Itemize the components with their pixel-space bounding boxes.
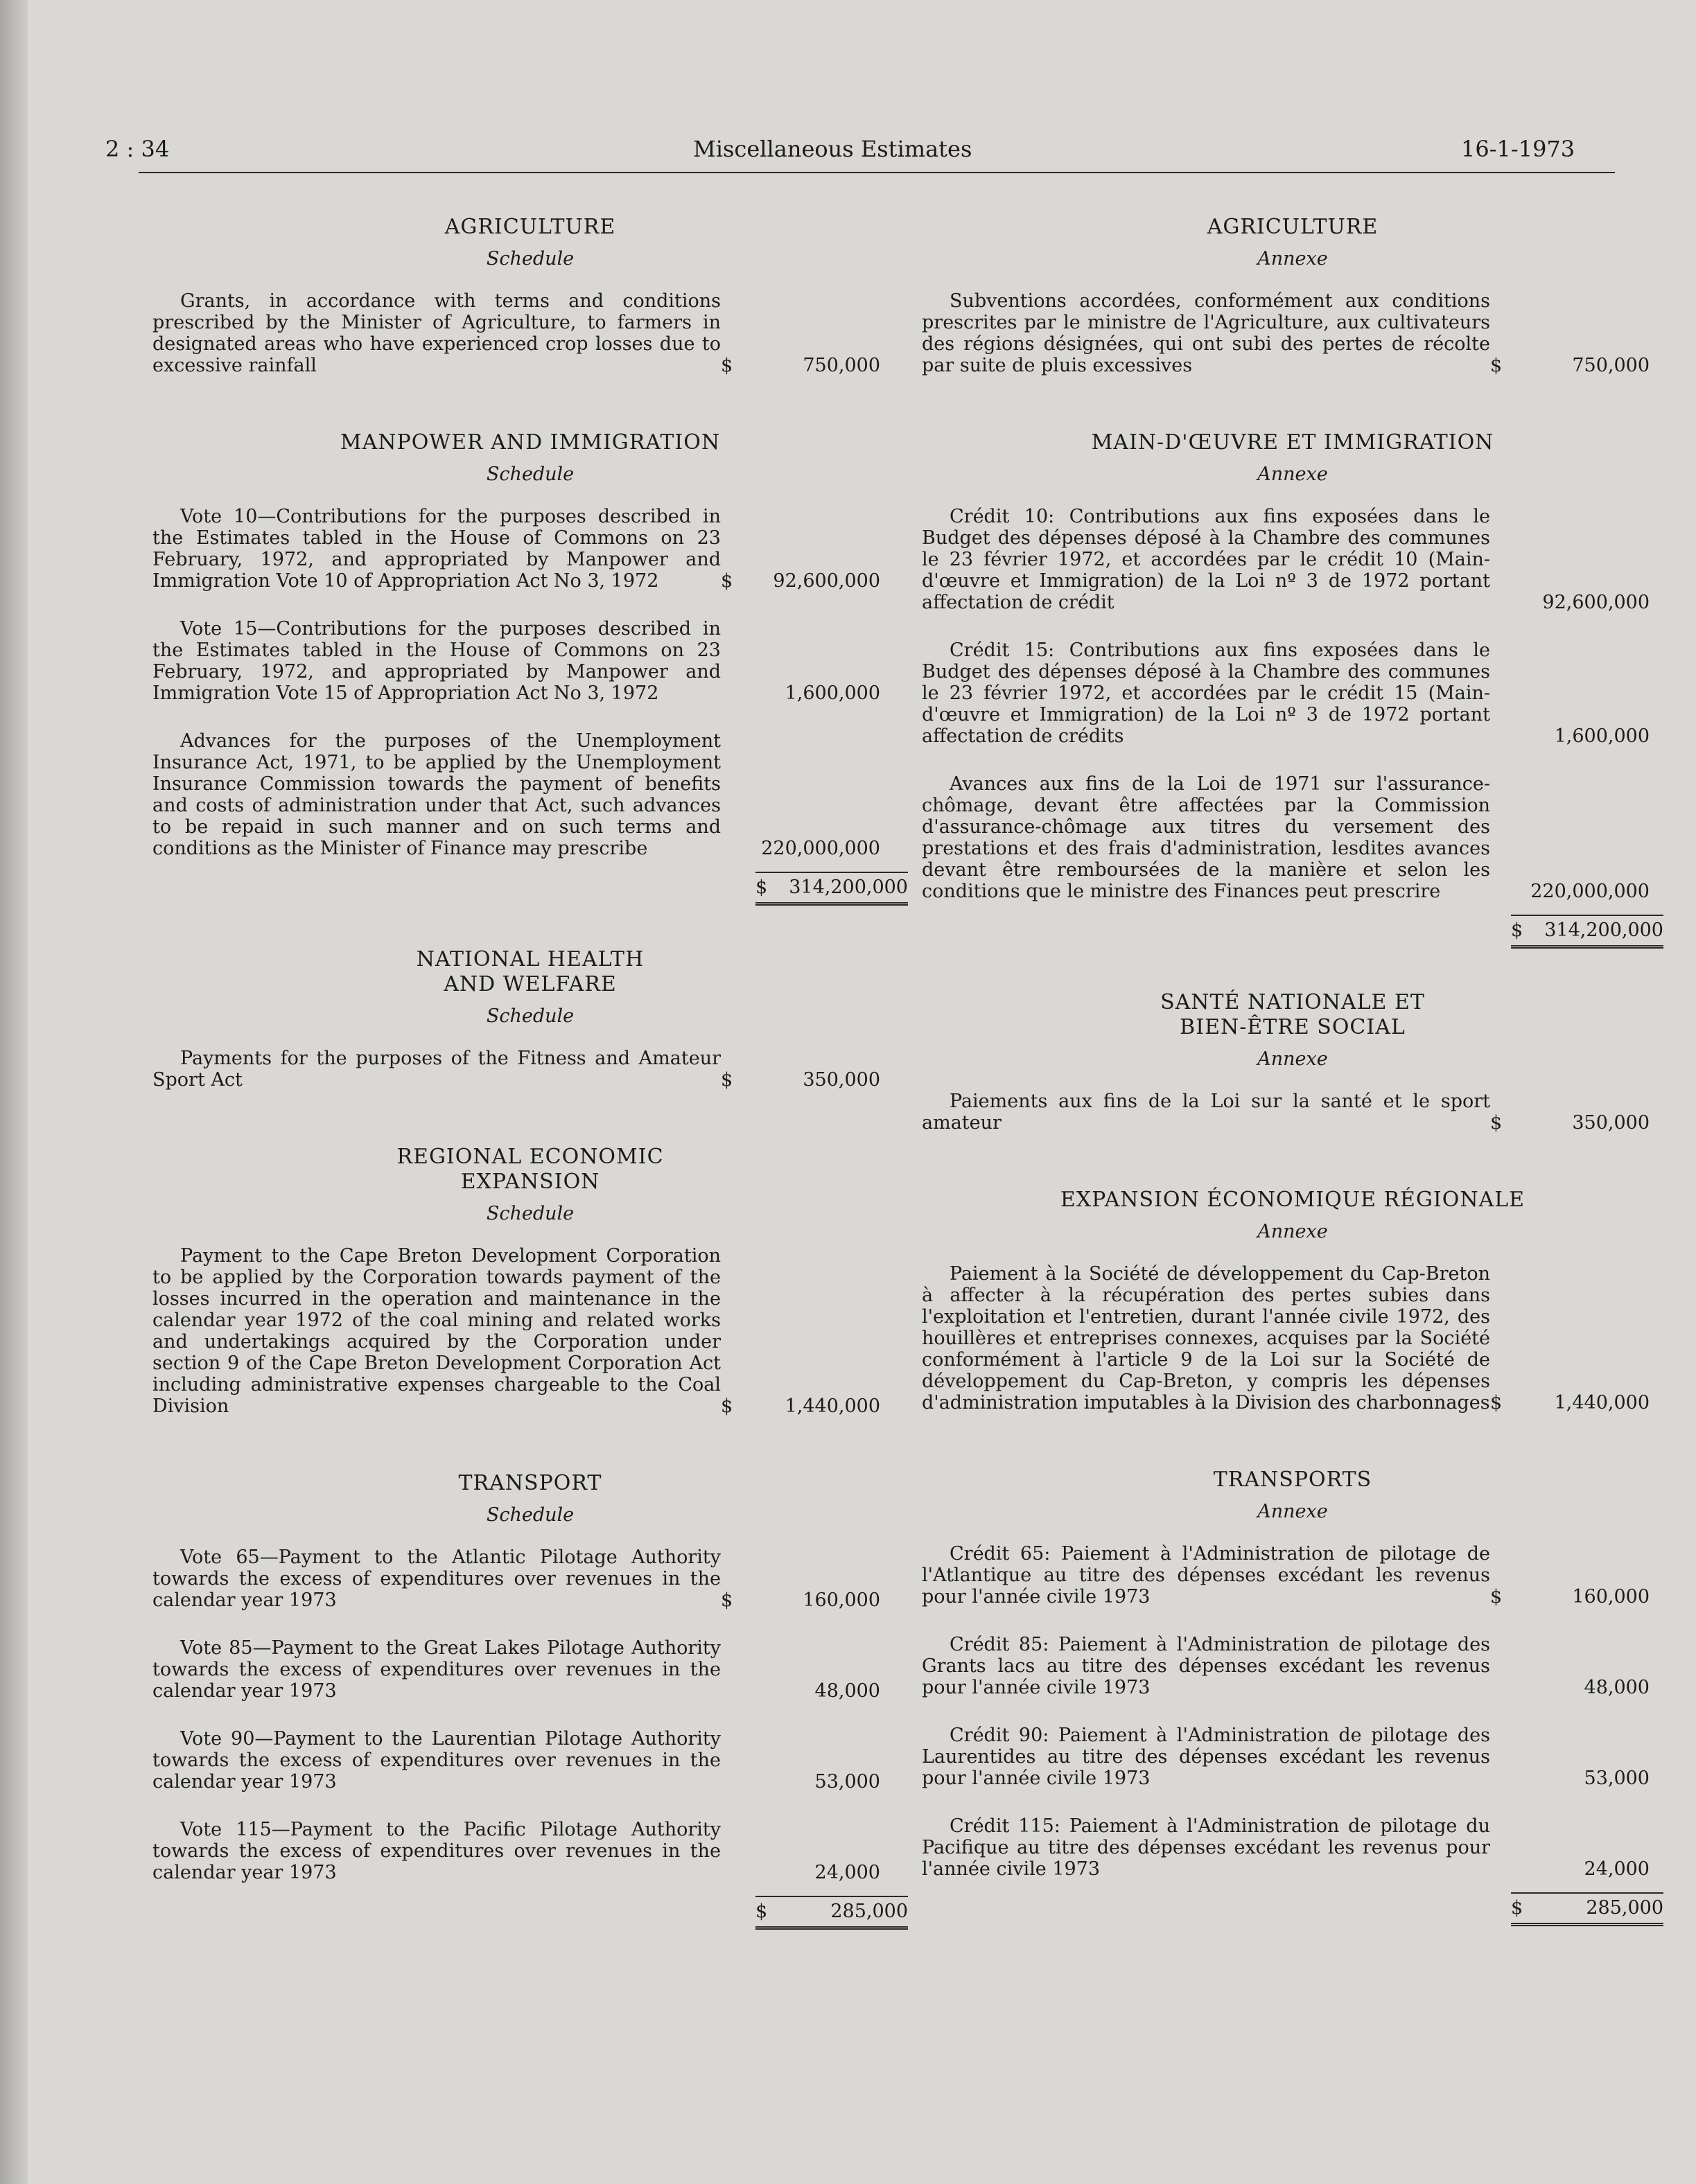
line-item xyxy=(152,618,908,704)
line-item-amount: 1,440,000 xyxy=(785,1395,880,1417)
line-item-text: Subventions accordées, conformément aux conditions prescrites par le ministre de l'Agriculture, aux cultivateurs des régions désignées, qui ont subi des pertes de récolte par suite de pluis excessives xyxy=(922,290,1490,376)
section-title: TRANSPORT xyxy=(458,1471,602,1495)
line-item xyxy=(922,1725,1663,1789)
line-item-text: Advances for the purposes of the Unemployment Insurance Act, 1971, to be applied by the Unemployment Insurance Commission towards the payment of benefits and costs of administration under that Act, such advances to be repaid in such manner and on such terms and conditions as the Minister of Finance may prescribe xyxy=(152,730,721,859)
line-item-amount: 48,000 xyxy=(1584,1677,1650,1698)
total-amount: 314,200,000 xyxy=(789,877,908,898)
line-item xyxy=(922,640,1663,747)
total-amount: 285,000 xyxy=(830,1901,908,1922)
page-title: Miscellaneous Estimates xyxy=(693,136,972,162)
line-item-amount: 48,000 xyxy=(814,1680,880,1702)
line-item-amount: 750,000 xyxy=(1572,355,1650,376)
section-title: EXPANSION ÉCONOMIQUE RÉGIONALE xyxy=(1060,1188,1525,1212)
line-item-amount: 160,000 xyxy=(803,1589,880,1611)
line-item-amount: 1,600,000 xyxy=(1554,725,1650,747)
line-item-text: Vote 15—Contributions for the purposes described in the Estimates tabled in the House of Commons on 23 February, 1972, and appropriated by Manpower and Immigration Vote 15 of Appropriation Act No 3, 1972 xyxy=(152,618,721,704)
line-item-amount: 1,440,000 xyxy=(1554,1392,1650,1414)
section-national-health-and-welfare xyxy=(152,947,908,1145)
total-currency: $ xyxy=(755,877,768,898)
section-total xyxy=(755,872,908,906)
line-item xyxy=(922,290,1663,376)
french-column xyxy=(922,215,1663,1968)
section-title: MANPOWER AND IMMIGRATION xyxy=(340,430,721,455)
section-title: AGRICULTURE xyxy=(1207,215,1379,239)
line-item xyxy=(152,506,908,592)
book-spine-shadow xyxy=(0,0,28,2184)
total-amount: 314,200,000 xyxy=(1544,919,1663,941)
line-item-text: Vote 65—Payment to the Atlantic Pilotage Authority towards the excess of expenditures over revenues in the calendar year 1973 xyxy=(152,1547,721,1611)
section-total-row xyxy=(922,915,1663,949)
line-item-text: Crédit 10: Contributions aux fins exposées dans le Budget des dépenses déposé à la Chambre des communes le 23 février 1972, et accordées par le crédit 10 (Main-d'œuvre et Immigration) de la Loi nº 3 de 1972 portant affectation de crédit xyxy=(922,506,1490,613)
section-total xyxy=(755,1896,908,1930)
line-item-text: Vote 115—Payment to the Pacific Pilotage Authority towards the excess of expenditures over revenues in the calendar year 1973 xyxy=(152,1819,721,1883)
section-title: MAIN-D'ŒUVRE ET IMMIGRATION xyxy=(1091,430,1494,455)
line-item xyxy=(152,1547,908,1611)
line-item xyxy=(152,290,908,376)
line-item-amount: 24,000 xyxy=(814,1862,880,1883)
line-item-amount: 220,000,000 xyxy=(1530,881,1650,902)
line-item-amount: 350,000 xyxy=(803,1069,880,1091)
section-manpower-and-immigration xyxy=(152,430,908,906)
line-item-text: Crédit 115: Paiement à l'Administration de pilotage du Pacifique au titre des dépenses excédant les revenus pour l'année civile 1973 xyxy=(922,1815,1490,1880)
section-subtitle: Schedule xyxy=(486,1504,575,1526)
section-total xyxy=(1511,915,1663,949)
document-page xyxy=(28,0,1696,2184)
section-subtitle: Annexe xyxy=(1257,1048,1328,1070)
line-item xyxy=(152,1637,908,1702)
section-total-row xyxy=(152,872,908,906)
line-item-text: Crédit 85: Paiement à l'Administration de pilotage des Grants lacs au titre des dépenses excédant les revenus pour l'année civile 1973 xyxy=(922,1634,1490,1698)
line-item-text: Paiement à la Société de développement du Cap-Breton à affecter à la récupération des pertes subies dans l'exploitation et l'entretien, durant l'année civile 1972, des houillères et entreprises connexes, acquises par la Société conformément à l'article 9 de la Loi sur la Société de développement du Cap-Breton, y compris les dépenses d'administration imputables à la Division des charbonnages xyxy=(922,1263,1490,1414)
section-subtitle: Annexe xyxy=(1257,1501,1328,1522)
english-column xyxy=(152,215,908,1971)
line-item-amount: 350,000 xyxy=(1572,1112,1650,1134)
section-total-row xyxy=(922,1892,1663,1926)
line-item-text: Grants, in accordance with terms and conditions prescribed by the Minister of Agriculture, to farmers in designated areas who have experienced crop losses due to excessive rainfall xyxy=(152,290,721,376)
line-item-amount: 24,000 xyxy=(1584,1858,1650,1880)
section-title: SANTÉ NATIONALE ET BIEN-ÊTRE SOCIAL xyxy=(1160,990,1425,1039)
section-subtitle: Annexe xyxy=(1257,464,1328,485)
line-item xyxy=(152,1048,908,1091)
section-expansion-economique-regionale xyxy=(922,1188,1663,1468)
line-item xyxy=(152,1819,908,1883)
line-item-currency: $ xyxy=(721,355,733,376)
section-subtitle: Schedule xyxy=(486,1203,575,1224)
line-item-currency: $ xyxy=(721,1589,733,1611)
total-currency: $ xyxy=(1511,1897,1523,1919)
section-transports xyxy=(922,1468,1663,1926)
line-item-currency: $ xyxy=(1490,1112,1503,1134)
line-item-text: Payment to the Cape Breton Development Corporation to be applied by the Corporation towards payment of the losses incurred in the operation and maintenance in the calendar year 1972 of the coal mining and related works and undertakings acquired by the Corporation under section 9 of the Cape Breton Development Corporation Act including administrative expenses chargeable to the Coal Division xyxy=(152,1245,721,1417)
section-title: NATIONAL HEALTH AND WELFARE xyxy=(416,947,645,996)
total-currency: $ xyxy=(1511,919,1523,941)
section-sante-nationale-et-bien-etre-social xyxy=(922,990,1663,1188)
line-item-text: Crédit 65: Paiement à l'Administration de pilotage de l'Atlantique au titre des dépenses excédant les revenus pour l'année civile 1973 xyxy=(922,1543,1490,1608)
section-title: REGIONAL ECONOMIC EXPANSION xyxy=(396,1145,664,1194)
section-title: TRANSPORTS xyxy=(1213,1468,1372,1492)
line-item-text: Crédit 15: Contributions aux fins exposées dans le Budget des dépenses déposé à la Chambre des communes le 23 février 1972, et accordées par le crédit 15 (Main-d'œuvre et Immigration) de la Loi nº 3 de 1972 portant affectation de crédits xyxy=(922,640,1490,747)
section-subtitle: Annexe xyxy=(1257,248,1328,270)
line-item-text: Vote 10—Contributions for the purposes described in the Estimates tabled in the House of Commons on 23 February, 1972, and appropriated by Manpower and Immigration Vote 10 of Appropriation Act No 3, 1972 xyxy=(152,506,721,592)
line-item-text: Payments for the purposes of the Fitness and Amateur Sport Act xyxy=(152,1048,721,1091)
line-item xyxy=(922,506,1663,613)
line-item xyxy=(152,1245,908,1417)
line-item xyxy=(922,1815,1663,1880)
line-item-amount: 160,000 xyxy=(1572,1586,1650,1608)
line-item-currency: $ xyxy=(721,1069,733,1091)
line-item xyxy=(922,1263,1663,1414)
line-item-text: Avances aux fins de la Loi de 1971 sur l'assurance-chômage, devant être affectées par la Commission d'assurance-chômage aux titres du versement des prestations et des frais d'administration, lesdites avances devant être remboursées de la manière et selon les conditions que le ministre des Finances peut prescrire xyxy=(922,773,1490,902)
total-currency: $ xyxy=(755,1901,768,1922)
section-regional-economic-expansion xyxy=(152,1145,908,1471)
line-item-amount: 750,000 xyxy=(803,355,880,376)
line-item-currency: $ xyxy=(1490,1392,1503,1414)
line-item-amount: 1,600,000 xyxy=(785,682,880,704)
line-item-currency: $ xyxy=(721,1395,733,1417)
line-item-currency: $ xyxy=(721,570,733,592)
section-title: AGRICULTURE xyxy=(444,215,616,239)
section-subtitle: Schedule xyxy=(486,248,575,270)
line-item-text: Paiements aux fins de la Loi sur la santé et le sport amateur xyxy=(922,1091,1490,1134)
line-item-amount: 92,600,000 xyxy=(773,570,880,592)
line-item-currency: $ xyxy=(1490,355,1503,376)
line-item-amount: 220,000,000 xyxy=(761,838,880,859)
line-item xyxy=(152,730,908,859)
page-date: 16-1-1973 xyxy=(1461,136,1575,162)
page-number: 2 : 34 xyxy=(105,136,170,162)
line-item xyxy=(922,1091,1663,1134)
section-agriculture xyxy=(922,215,1663,430)
line-item xyxy=(152,1728,908,1793)
section-total xyxy=(1511,1892,1663,1926)
section-subtitle: Schedule xyxy=(486,464,575,485)
line-item-text: Vote 85—Payment to the Great Lakes Pilotage Authority towards the excess of expenditures over revenues in the calendar year 1973 xyxy=(152,1637,721,1702)
section-total-row xyxy=(152,1896,908,1930)
line-item-text: Vote 90—Payment to the Laurentian Pilotage Authority towards the excess of expenditures over revenues in the calendar year 1973 xyxy=(152,1728,721,1793)
total-amount: 285,000 xyxy=(1586,1897,1663,1919)
header-rule xyxy=(139,172,1615,173)
section-transport xyxy=(152,1471,908,1930)
section-agriculture xyxy=(152,215,908,430)
line-item-currency: $ xyxy=(1490,1586,1503,1608)
line-item-amount: 53,000 xyxy=(1584,1768,1650,1789)
line-item xyxy=(922,1543,1663,1608)
line-item xyxy=(922,1634,1663,1698)
line-item-text: Crédit 90: Paiement à l'Administration de pilotage des Laurentides au titre des dépenses excédant les revenus pour l'année civile 1973 xyxy=(922,1725,1490,1789)
section-subtitle: Schedule xyxy=(486,1005,575,1027)
section-main-d-uvre-et-immigration xyxy=(922,430,1663,949)
line-item xyxy=(922,773,1663,902)
line-item-amount: 92,600,000 xyxy=(1542,592,1650,613)
line-item-amount: 53,000 xyxy=(814,1771,880,1793)
section-subtitle: Annexe xyxy=(1257,1221,1328,1242)
